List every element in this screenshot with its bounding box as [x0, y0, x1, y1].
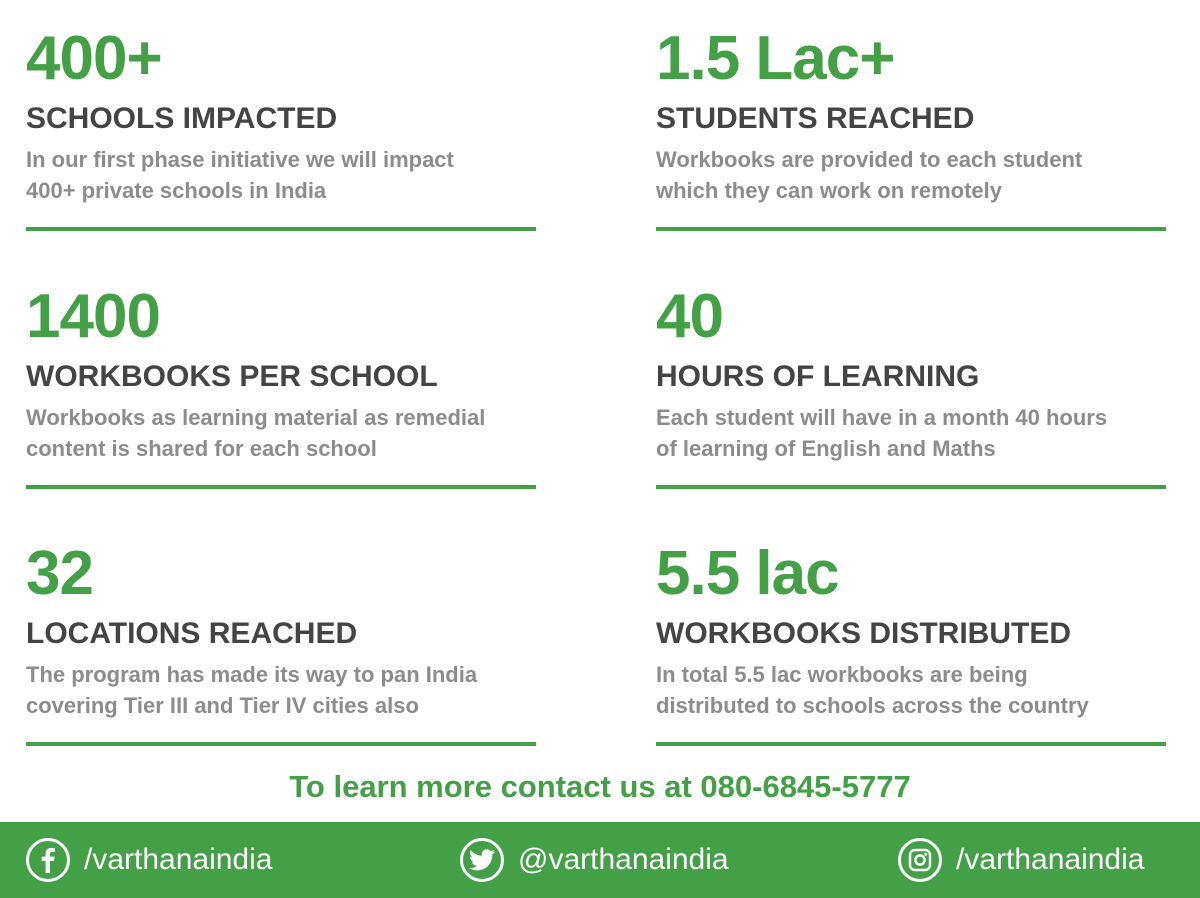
stat-number: 1.5 Lac+ [656, 24, 895, 93]
divider-line [656, 742, 1166, 746]
stat-description [26, 144, 536, 206]
stat-description-line: which they can work on remotely [656, 178, 1002, 203]
twitter-icon [460, 838, 504, 882]
twitter-link[interactable] [460, 836, 729, 884]
stat-description-line: covering Tier III and Tier IV cities also [26, 693, 419, 718]
stat-description [656, 144, 1166, 206]
stat-title: STUDENTS REACHED [656, 102, 975, 135]
divider-line [656, 227, 1166, 231]
stat-description-line: of learning of English and Maths [656, 436, 996, 461]
contact-text: To learn more contact us at 080-6845-5777 [289, 769, 911, 804]
divider-line [26, 485, 536, 489]
stat-workbooks-distributed [656, 539, 1166, 721]
stat-description [656, 659, 1166, 721]
stat-description [26, 659, 536, 721]
stat-title: WORKBOOKS DISTRIBUTED [656, 617, 1071, 650]
stat-description-line: content is shared for each school [26, 436, 377, 461]
social-footer [0, 822, 1200, 898]
stat-number: 1400 [26, 282, 160, 351]
stat-number: 32 [26, 539, 93, 608]
stat-workbooks-per-school [26, 282, 536, 464]
stat-title: SCHOOLS IMPACTED [26, 102, 338, 135]
stat-locations-reached [26, 539, 536, 721]
instagram-link[interactable] [898, 836, 1144, 884]
stat-description [26, 402, 536, 464]
stat-title: HOURS OF LEARNING [656, 360, 980, 393]
stat-description-line: The program has made its way to pan India [26, 662, 478, 687]
stat-description-line: Workbooks are provided to each student [656, 147, 1083, 172]
facebook-icon [26, 838, 70, 882]
stat-students-reached [656, 24, 1166, 206]
stat-schools-impacted [26, 24, 536, 206]
stat-number: 40 [656, 282, 723, 351]
stat-number: 400+ [26, 24, 162, 93]
stat-description-line: Workbooks as learning material as remedial [26, 405, 486, 430]
twitter-handle: @varthanaindia [518, 843, 729, 876]
stat-description [656, 402, 1166, 464]
divider-line [26, 742, 536, 746]
facebook-link[interactable] [26, 836, 272, 884]
instagram-handle: /varthanaindia [956, 843, 1145, 876]
stat-description-line: 400+ private schools in India [26, 178, 327, 203]
stat-number: 5.5 lac [656, 539, 839, 608]
stat-title: WORKBOOKS PER SCHOOL [26, 360, 438, 393]
divider-line [656, 485, 1166, 489]
stat-title: LOCATIONS REACHED [26, 617, 358, 650]
stat-description-line: In total 5.5 lac workbooks are being [656, 662, 1028, 687]
divider-line [26, 227, 536, 231]
stat-hours-of-learning [656, 282, 1166, 464]
stat-description-line: distributed to schools across the country [656, 693, 1089, 718]
facebook-handle: /varthanaindia [84, 843, 273, 876]
stat-description-line: Each student will have in a month 40 hours [656, 405, 1108, 430]
stat-description-line: In our first phase initiative we will impact [26, 147, 454, 172]
instagram-icon [898, 838, 942, 882]
